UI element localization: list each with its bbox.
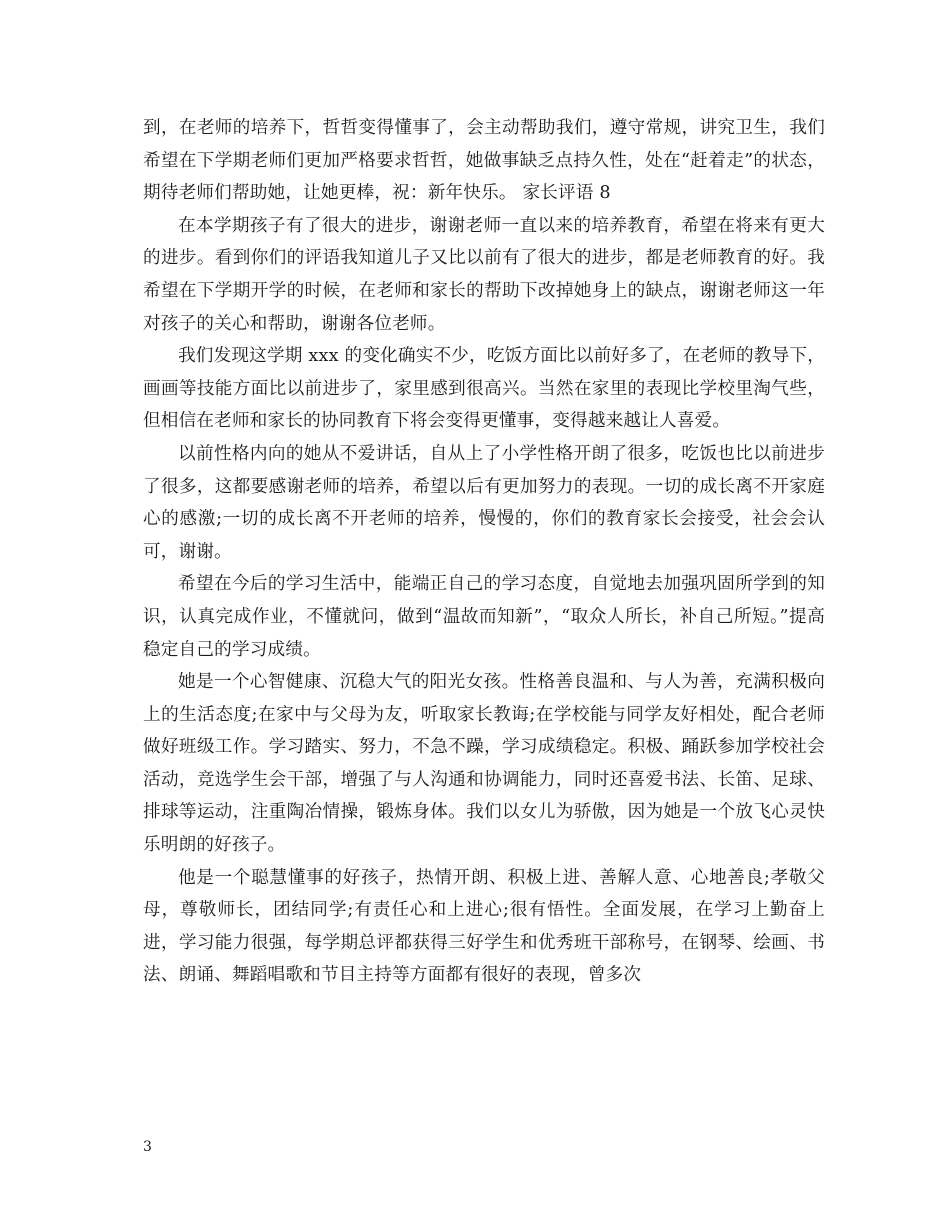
document-body [143, 112, 825, 992]
page-number: 3 [143, 1139, 152, 1155]
paragraph-6: 她是一个心智健康、沉稳大气的阳光女孩。性格善良温和、与人为善，充满积极向上的生活态度;在家中与父母为友，听取家长教诲;在学校能与同学友好相处，配合老师做好班级工作。学习踏实、努力，不急不躁，学习成绩稳定。积极、踊跃参加学校社会活动，竞选学生会干部，增强了与人沟通和协调能力，同时还喜爱书法、长笛、足球、排球等运动，注重陶冶情操，锻炼身体。我们以女儿为骄傲，因为她是一个放飞心灵快乐明朗的好孩子。 [143, 672, 825, 856]
paragraph-5: 希望在今后的学习生活中，能端正自己的学习态度，自觉地去加强巩固所学到的知识，认真完成作业，不懂就问，做到“温故而知新”，“取众人所长，补自己所短。”提高稳定自己的学习成绩。 [143, 574, 825, 660]
paragraph-1: 到，在老师的培养下，哲哲变得懂事了，会主动帮助我们，遵守常规，讲究卫生，我们希望在下学期老师们更加严格要求哲哲，她做事缺乏点持久性，处在“赶着走”的状态，期待老师们帮助她，让她更棒，祝：新年快乐。 家长评语 8 [143, 118, 825, 204]
paragraph-7: 他是一个聪慧懂事的好孩子，热情开朗、积极上进、善解人意、心地善良;孝敬父母，尊敬师长，团结同学;有责任心和上进心;很有悟性。全面发展，在学习上勤奋上进，学习能力很强，每学期总评都获得三好学生和优秀班干部称号，在钢琴、绘画、书法、朗诵、舞蹈唱歌和节目主持等方面都有很好的表现，曾多次 [143, 867, 825, 986]
paragraph-3: 我们发现这学期 xxx 的变化确实不少，吃饭方面比以前好多了，在老师的教导下，画画等技能方面比以前进步了，家里感到很高兴。当然在家里的表现比学校里淘气些，但相信在老师和家长的协同教育下将会变得更懂事，变得越来越让人喜爱。 [143, 346, 825, 432]
paragraph-4: 以前性格内向的她从不爱讲话，自从上了小学性格开朗了很多，吃饭也比以前进步了很多，这都要感谢老师的培养，希望以后有更加努力的表现。一切的成长离不开家庭心的感激;一切的成长离不开老师的培养，慢慢的，你们的教育家长会接受，社会会认可，谢谢。 [143, 443, 825, 562]
paragraph-2: 在本学期孩子有了很大的进步，谢谢老师一直以来的培养教育，希望在将来有更大的进步。看到你们的评语我知道儿子又比以前有了很大的进步，都是老师教育的好。我希望在下学期开学的时候，在老师和家长的帮助下改掉她身上的缺点，谢谢老师这一年对孩子的关心和帮助，谢谢各位老师。 [143, 215, 825, 334]
